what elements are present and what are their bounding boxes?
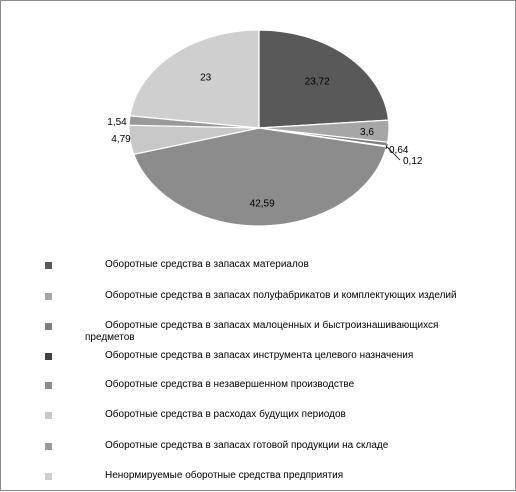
legend-label: Оборотные средства в запасах полуфабрикатов и комплектующих изделий <box>105 290 457 301</box>
legend-label: Ненормируемые оборотные средства предприятия <box>105 470 344 481</box>
legend-swatch <box>45 353 52 360</box>
legend-label: Оборотные средства в запасах малоценных и быстроизнашивающихся предметов <box>85 320 439 343</box>
legend-label: Оборотные средства в расходах будущих периодов <box>105 409 346 420</box>
legend-label: Оборотные средства в запасах материалов <box>105 259 309 270</box>
legend-swatch <box>45 473 52 480</box>
data-label-5: 42,59 <box>249 198 275 210</box>
data-label-6: 4,79 <box>111 134 131 145</box>
legend-swatch <box>45 262 52 269</box>
data-label-7: 1,54 <box>107 117 127 128</box>
legend-label: Оборотные средства в запасах инструмента целевого назначения <box>105 350 414 361</box>
legend-swatch <box>45 412 52 419</box>
data-label-8: 23 <box>200 72 212 84</box>
legend-swatch <box>45 293 52 300</box>
data-label-3: 0,64 <box>389 145 409 156</box>
data-label-2: 3,6 <box>360 127 374 138</box>
data-label-1: 23,72 <box>304 76 330 88</box>
legend-label: Оборотные средства в незавершенном производстве <box>105 379 355 390</box>
legend-swatch <box>45 323 52 330</box>
legend-swatch <box>45 382 52 389</box>
chart-legend <box>1 1 516 492</box>
legend-swatch <box>45 443 52 450</box>
legend-label: Оборотные средства в запасах готовой продукции на складе <box>105 440 389 451</box>
data-label-4: 0,12 <box>403 156 423 167</box>
